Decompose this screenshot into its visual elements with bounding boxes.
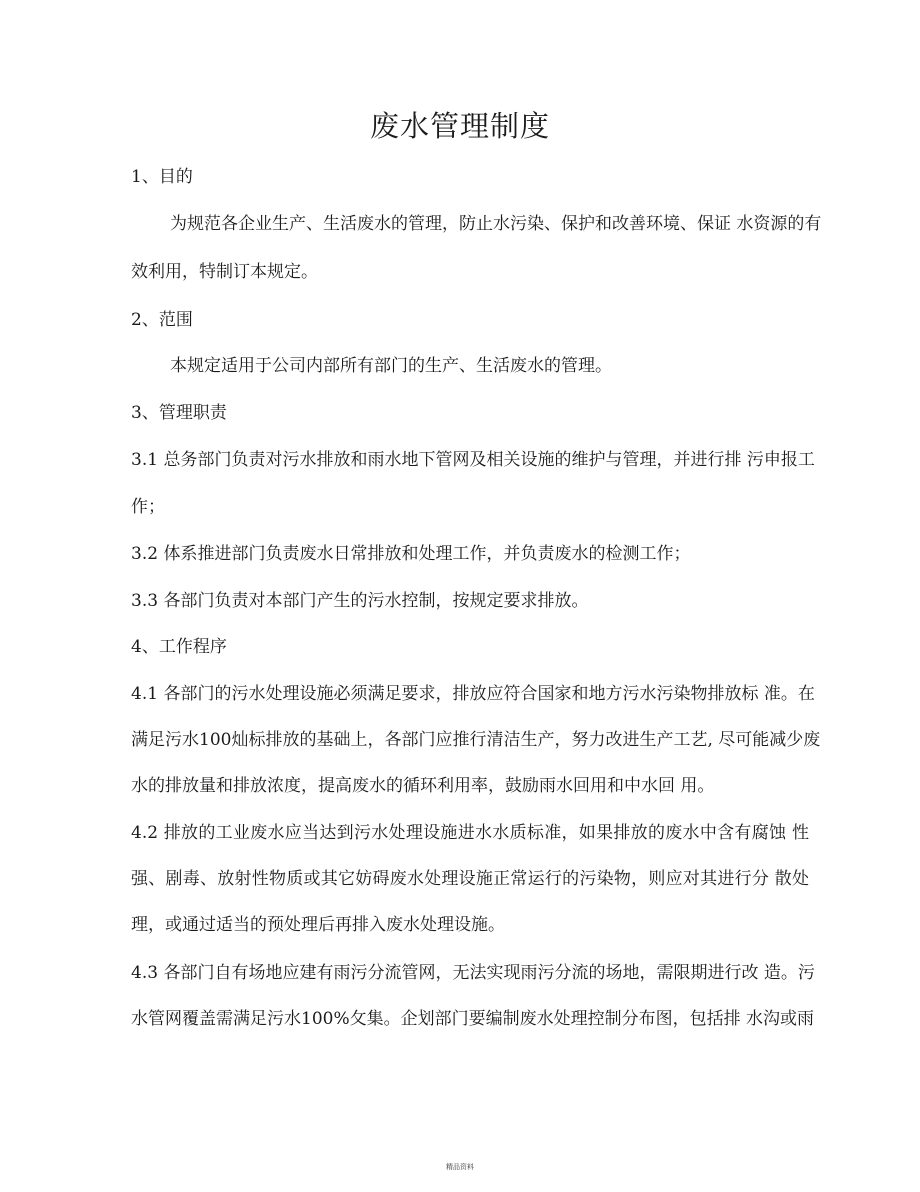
section-1-heading: 1、目的 (131, 167, 193, 187)
paragraph-line: 3.3 各部门负责对本部门产生的污水控制，按规定要求排放。 (131, 591, 589, 611)
paragraph-line: 4.2 排放的工业废水应当达到污水处理设施进水水质标准，如果排放的废水中含有腐蚀 性 (131, 823, 809, 843)
paragraph-line: 强、剧毒、放射性物质或其它妨碍废水处理设施正常运行的污染物，则应对其进行分 散处 (131, 869, 809, 889)
paragraph-line: 水管网覆盖需满足污水100%攵集。企划部门要编制废水处理控制分布图，包括排 水沟或雨 (131, 1009, 815, 1029)
section-2-heading: 2、范围 (131, 310, 193, 330)
paragraph-line: 3.1 总务部门负责对污水排放和雨水地下管网及相关设施的维护与管理，并进行排 污申报工 (131, 450, 815, 470)
paragraph-line: 水的排放量和排放浓度，提高废水的循环利用率，鼓励雨水回用和中水回 用。 (131, 776, 715, 796)
section-4-heading: 4、工作程序 (131, 637, 227, 657)
paragraph-line: 效利用，特制订本规定。 (131, 262, 318, 282)
paragraph-line: 满足污水100灿标排放的基础上，各部门应推行清洁生产，努力改进生产工艺, 尽可能减少废 (131, 730, 821, 750)
footer-note: 精品资料 (446, 1163, 474, 1171)
paragraph-line: 理，或通过适当的预处理后再排入废水处理设施。 (131, 915, 505, 935)
paragraph-line: 为规范各企业生产、生活废水的管理，防止水污染、保护和改善环境、保证 水资源的有 (170, 214, 822, 234)
paragraph-line: 本规定适用于公司内部所有部门的生产、生活废水的管理。 (170, 356, 612, 376)
paragraph-line: 3.2 体系推进部门负责废水日常排放和处理工作，并负责废水的检测工作； (131, 544, 691, 564)
section-3-heading: 3、管理职责 (131, 403, 227, 423)
paragraph-line: 4.1 各部门的污水处理设施必须满足要求，排放应符合国家和地方污水污染物排放标 准。在 (131, 684, 815, 704)
page-title: 废水管理制度 (369, 109, 550, 143)
paragraph-line: 4.3 各部门自有场地应建有雨污分流管网，无法实现雨污分流的场地，需限期进行改 造。污 (131, 963, 815, 983)
paragraph-line: 作； (131, 497, 165, 517)
